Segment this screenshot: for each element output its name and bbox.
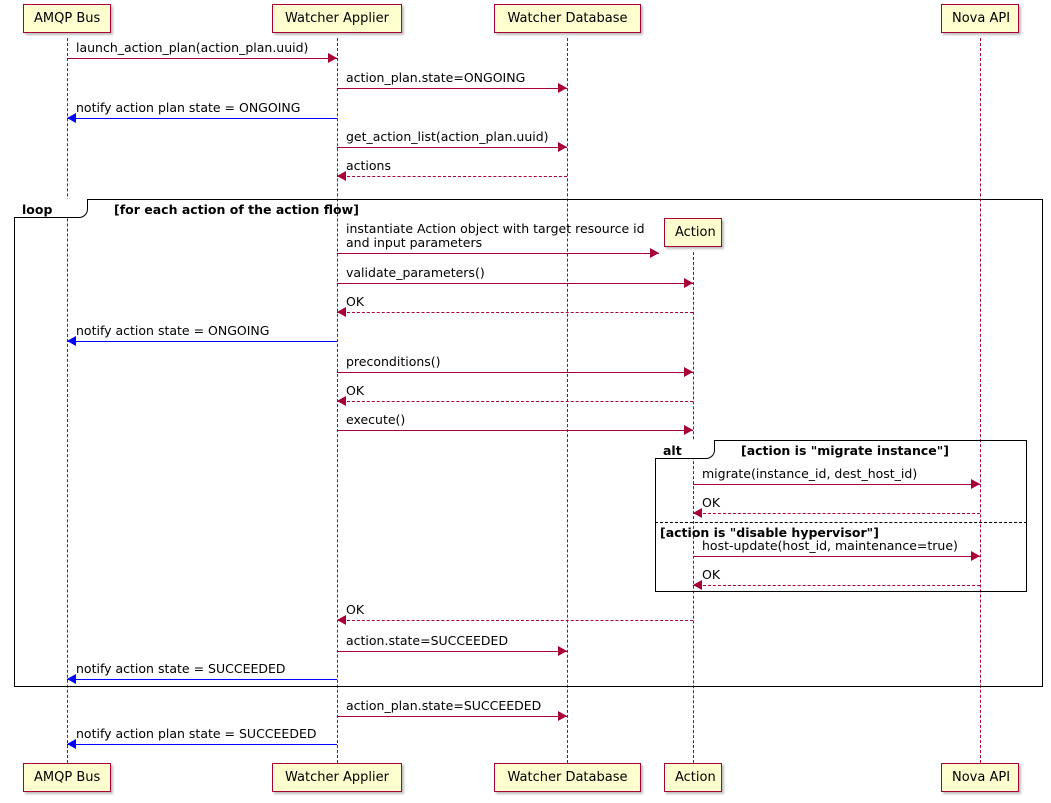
message-arrow-right — [558, 83, 567, 93]
message-label: execute() — [346, 412, 406, 427]
message-line — [337, 88, 567, 89]
message-arrow-right — [558, 711, 567, 721]
message-arrow-right — [558, 142, 567, 152]
fragment-alt-condition: [action is "migrate instance"] — [741, 443, 949, 458]
participant-bottom-watcher-database[interactable]: Watcher Database — [494, 763, 641, 792]
message-arrow-left — [337, 307, 346, 317]
message-arrow-right — [684, 278, 693, 288]
message-arrow-right — [328, 53, 337, 63]
message-label: OK — [346, 383, 365, 398]
message-label: instantiate Action object with target resource id and input parameters — [346, 221, 645, 250]
message-label: notify action plan state = SUCCEEDED — [76, 726, 317, 741]
message-line — [337, 430, 693, 431]
message-line — [693, 585, 980, 586]
participant-top-watcher-database[interactable]: Watcher Database — [494, 4, 641, 33]
fragment-loop-condition: [for each action of the action flow] — [114, 202, 359, 217]
message-arrow-left — [67, 336, 76, 346]
message-label: OK — [346, 294, 365, 309]
message-line — [337, 147, 567, 148]
message-arrow-left — [67, 739, 76, 749]
message-line — [693, 556, 980, 557]
message-label: action_plan.state=SUCCEEDED — [346, 698, 542, 713]
message-line — [337, 312, 693, 313]
message-line — [337, 283, 693, 284]
message-label: notify action state = ONGOING — [76, 323, 270, 338]
message-label: migrate(instance_id, dest_host_id) — [702, 466, 918, 481]
message-line — [693, 513, 980, 514]
participant-top-action[interactable]: Action — [664, 218, 722, 247]
message-line — [67, 744, 337, 745]
message-label: action.state=SUCCEEDED — [346, 633, 509, 648]
message-line — [337, 716, 567, 717]
message-arrow-left — [693, 508, 702, 518]
message-label: host-update(host_id, maintenance=true) — [702, 538, 958, 553]
message-label: OK — [702, 567, 721, 582]
fragment-alt-divider — [655, 522, 1027, 523]
message-arrow-left — [337, 171, 346, 181]
message-line — [67, 341, 337, 342]
message-arrow-right — [650, 248, 659, 258]
message-line — [337, 253, 659, 254]
message-label: preconditions() — [346, 354, 441, 369]
message-arrow-left — [67, 674, 76, 684]
participant-top-nova-api[interactable]: Nova API — [941, 4, 1019, 33]
participant-bottom-amqp-bus[interactable]: AMQP Bus — [23, 763, 111, 792]
message-arrow-right — [971, 479, 980, 489]
message-label: launch_action_plan(action_plan.uuid) — [76, 40, 309, 55]
message-label: OK — [702, 495, 721, 510]
message-label: OK — [346, 602, 365, 617]
message-label: validate_parameters() — [346, 265, 485, 280]
message-arrow-left — [337, 615, 346, 625]
participant-top-watcher-applier[interactable]: Watcher Applier — [272, 4, 402, 33]
message-arrow-left — [337, 396, 346, 406]
fragment-alt-else-condition: [action is "disable hypervisor"] — [660, 525, 879, 540]
fragment-alt-label: alt — [663, 443, 682, 458]
message-line — [67, 679, 337, 680]
message-arrow-left — [67, 113, 76, 123]
message-line — [67, 58, 337, 59]
participant-bottom-watcher-applier[interactable]: Watcher Applier — [272, 763, 402, 792]
message-label: notify action plan state = ONGOING — [76, 100, 301, 115]
message-arrow-right — [971, 551, 980, 561]
message-arrow-right — [558, 646, 567, 656]
message-line — [337, 620, 693, 621]
message-arrow-left — [693, 580, 702, 590]
message-line — [337, 372, 693, 373]
message-label: action_plan.state=ONGOING — [346, 70, 526, 85]
message-line — [67, 118, 337, 119]
message-line — [337, 651, 567, 652]
message-arrow-right — [684, 425, 693, 435]
participant-bottom-action[interactable]: Action — [664, 763, 722, 792]
message-line — [337, 401, 693, 402]
message-line — [337, 176, 567, 177]
message-label: notify action state = SUCCEEDED — [76, 661, 286, 676]
message-label: get_action_list(action_plan.uuid) — [346, 129, 549, 144]
message-label: actions — [346, 158, 391, 173]
fragment-loop-label: loop — [22, 202, 53, 217]
message-line — [693, 484, 980, 485]
participant-bottom-nova-api[interactable]: Nova API — [941, 763, 1019, 792]
participant-top-amqp-bus[interactable]: AMQP Bus — [23, 4, 111, 33]
message-arrow-right — [684, 367, 693, 377]
